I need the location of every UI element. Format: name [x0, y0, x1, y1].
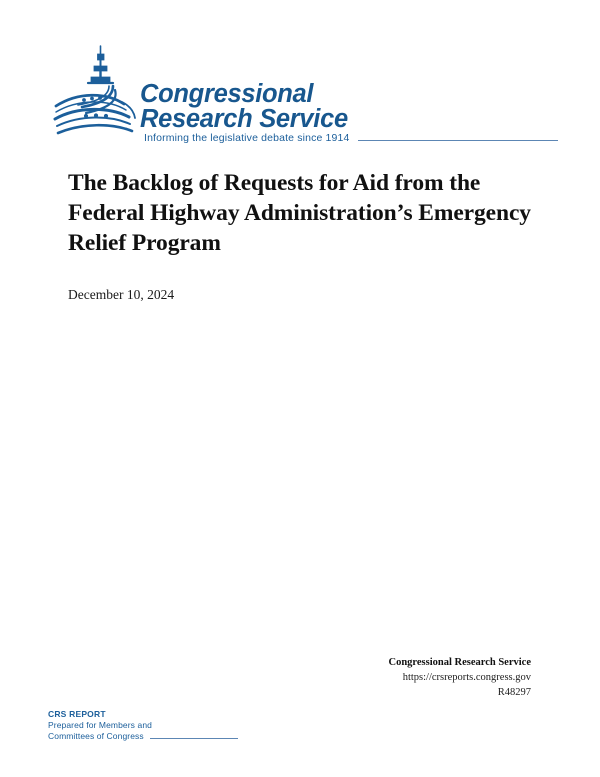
report-footer-label: CRS REPORT [48, 709, 106, 719]
report-number: R48297 [497, 687, 531, 698]
crs-wordmark [140, 82, 560, 132]
wordmark-line-2: Research Service [140, 105, 348, 133]
title-block [68, 168, 533, 304]
publication-date: December 10, 2024 [68, 287, 175, 302]
publisher-name: Congressional Research Service [388, 657, 531, 668]
masthead-tagline: Informing the legislative debate since 1914 [144, 132, 350, 144]
page-title: The Backlog of Requests for Aid from the Federal Highway Administration’s Emergency Relief Program [68, 170, 531, 256]
masthead-divider [358, 140, 558, 141]
crs-masthead [52, 44, 552, 144]
report-footer-divider [150, 738, 238, 739]
report-footer-line-1: Prepared for Members and [48, 720, 152, 730]
publisher-url[interactable]: https://crsreports.congress.gov [402, 672, 531, 683]
publisher-block [231, 655, 531, 700]
wordmark-line-1: Congressional [140, 80, 314, 108]
report-footer-line-2: Committees of Congress [48, 731, 144, 741]
capitol-dome-icon [52, 44, 144, 140]
crs-report-footer [48, 709, 348, 742]
masthead-tagline-row [144, 132, 600, 144]
report-footer-last-row [48, 731, 348, 742]
